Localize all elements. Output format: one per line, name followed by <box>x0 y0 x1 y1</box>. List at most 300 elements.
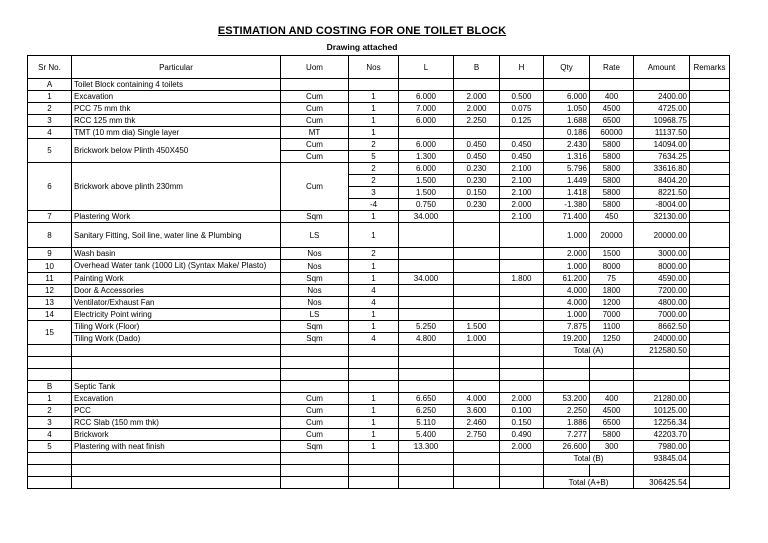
cell-rate: 1100 <box>590 321 634 333</box>
cell-l <box>399 127 454 139</box>
cell-nos: -4 <box>349 199 399 211</box>
cell-nos: 1 <box>349 417 399 429</box>
cell-h: 0.450 <box>500 151 544 163</box>
blank-row <box>28 357 730 369</box>
cell-remarks <box>690 309 730 321</box>
cell-uom: Cum <box>281 91 349 103</box>
cell-l: 5.400 <box>399 429 454 441</box>
cell-remarks <box>690 211 730 223</box>
table-row <box>28 223 730 248</box>
cell-remarks <box>690 321 730 333</box>
cell-sr: 14 <box>28 309 72 321</box>
cell-h: 0.450 <box>500 139 544 151</box>
section-b-header-row <box>28 381 730 393</box>
cell-sr: 3 <box>28 417 72 429</box>
cell-rate: 1500 <box>590 248 634 260</box>
cell-l <box>399 285 454 297</box>
cell-h: 0.075 <box>500 103 544 115</box>
cell-b: 0.450 <box>454 139 500 151</box>
table-row <box>28 127 730 139</box>
cell-uom: MT <box>281 127 349 139</box>
cell-qty: 1.316 <box>544 151 590 163</box>
cell-b: 2.000 <box>454 103 500 115</box>
cell-nos: 1 <box>349 260 399 273</box>
cell-rate: 6500 <box>590 417 634 429</box>
cell-h: 2.100 <box>500 187 544 199</box>
cell-sr: 12 <box>28 285 72 297</box>
cell-amount: 12256.34 <box>634 417 690 429</box>
cell-remarks <box>690 405 730 417</box>
total-b-row <box>28 453 730 465</box>
cell-remarks <box>690 199 730 211</box>
cell-remarks <box>690 151 730 163</box>
cell-b: 2.460 <box>454 417 500 429</box>
cell-nos: 1 <box>349 127 399 139</box>
cell-qty: 26.600 <box>544 441 590 453</box>
sheet-title: ESTIMATION AND COSTING FOR ONE TOILET BLOCK <box>217 25 507 37</box>
cell-sr: 2 <box>28 405 72 417</box>
cell-sr: 5 <box>28 441 72 453</box>
table-row <box>28 103 730 115</box>
header-row <box>28 56 730 79</box>
cell-h <box>500 309 544 321</box>
table-row <box>28 309 730 321</box>
section-sr: A <box>28 79 72 91</box>
cell-remarks <box>690 260 730 273</box>
cell-l: 34.000 <box>399 211 454 223</box>
cell-qty: 71.400 <box>544 211 590 223</box>
cell-amount: 33616.80 <box>634 163 690 175</box>
table-row <box>28 139 730 151</box>
cell-remarks <box>690 441 730 453</box>
cell-particular: Electricity Point wiring <box>72 309 281 321</box>
cell-sr: 10 <box>28 260 72 273</box>
cell-qty: 1.449 <box>544 175 590 187</box>
section-b-rows <box>28 393 730 453</box>
cell-b: 2.000 <box>454 91 500 103</box>
cell-particular: RCC 125 mm thk <box>72 115 281 127</box>
cell-nos: 3 <box>349 187 399 199</box>
cell-l: 0.750 <box>399 199 454 211</box>
cell-remarks <box>690 163 730 175</box>
cell-amount: 11137.50 <box>634 127 690 139</box>
cell-remarks <box>690 285 730 297</box>
cell-b <box>454 211 500 223</box>
cell-qty: 0.186 <box>544 127 590 139</box>
cell-l: 13.300 <box>399 441 454 453</box>
cell-h <box>500 127 544 139</box>
cell-qty: 1.418 <box>544 187 590 199</box>
cell-amount: 8404.20 <box>634 175 690 187</box>
cell-nos: 1 <box>349 429 399 441</box>
cell-sr: 3 <box>28 115 72 127</box>
cell-b: 2.250 <box>454 115 500 127</box>
table-row <box>28 393 730 405</box>
cell-amount: 10968.75 <box>634 115 690 127</box>
cell-l: 4.800 <box>399 333 454 345</box>
cell-b: 2.750 <box>454 429 500 441</box>
col-header: Remarks <box>690 56 730 79</box>
cell-particular: Brickwork below Plinth 450X450 <box>72 139 281 163</box>
cell-qty: 7.875 <box>544 321 590 333</box>
table-row <box>28 260 730 273</box>
section-name: Septic Tank <box>72 381 281 393</box>
cell-qty: 4.000 <box>544 285 590 297</box>
cell-amount: 32130.00 <box>634 211 690 223</box>
total-a-amount: 212580.50 <box>634 345 690 357</box>
cell-uom: Cum <box>281 393 349 405</box>
cell-rate: 5800 <box>590 187 634 199</box>
cell-remarks <box>690 127 730 139</box>
cell-remarks <box>690 417 730 429</box>
cell-sr: 15 <box>28 321 72 345</box>
cell-sr: 11 <box>28 273 72 285</box>
section-sr: B <box>28 381 72 393</box>
cell-qty: 1.000 <box>544 309 590 321</box>
cell-nos: 1 <box>349 393 399 405</box>
cell-b: 3.600 <box>454 405 500 417</box>
cell-b: 1.000 <box>454 333 500 345</box>
col-header: Rate <box>590 56 634 79</box>
cell-qty: 4.000 <box>544 297 590 309</box>
cell-l: 6.000 <box>399 115 454 127</box>
col-header: Nos <box>349 56 399 79</box>
cell-nos: 4 <box>349 297 399 309</box>
cell-l: 5.110 <box>399 417 454 429</box>
cell-nos: 4 <box>349 285 399 297</box>
cell-nos: 2 <box>349 248 399 260</box>
cell-sr: 2 <box>28 103 72 115</box>
cell-uom: Nos <box>281 285 349 297</box>
cell-l: 34.000 <box>399 273 454 285</box>
cell-amount: 2400.00 <box>634 91 690 103</box>
cell-h: 2.100 <box>500 175 544 187</box>
cell-uom: Cum <box>281 417 349 429</box>
cell-nos: 1 <box>349 103 399 115</box>
cell-nos: 1 <box>349 115 399 127</box>
cell-sr: 8 <box>28 223 72 248</box>
cell-rate: 5800 <box>590 175 634 187</box>
cell-b: 0.450 <box>454 151 500 163</box>
section-a-rows <box>28 91 730 345</box>
cell-particular: Brickwork above plinth 230mm <box>72 163 281 211</box>
cell-particular: PCC 75 mm thk <box>72 103 281 115</box>
cell-particular: Sanitary Fitting, Soil line, water line & Plumbing <box>72 223 281 248</box>
cell-particular: Plastering Work <box>72 211 281 223</box>
total-b-amount: 93845.04 <box>634 453 690 465</box>
cell-amount: 4590.00 <box>634 273 690 285</box>
cell-qty: 19.200 <box>544 333 590 345</box>
cell-h: 0.490 <box>500 429 544 441</box>
cell-particular: PCC <box>72 405 281 417</box>
table-row <box>28 211 730 223</box>
cell-b <box>454 127 500 139</box>
cell-rate: 5800 <box>590 429 634 441</box>
cell-remarks <box>690 91 730 103</box>
cell-uom: Cum <box>281 151 349 163</box>
table-row <box>28 321 730 333</box>
cell-rate: 400 <box>590 91 634 103</box>
cell-qty: 6.000 <box>544 91 590 103</box>
cell-rate: 6500 <box>590 115 634 127</box>
cell-l: 6.000 <box>399 139 454 151</box>
cell-l <box>399 309 454 321</box>
cell-amount: 7200.00 <box>634 285 690 297</box>
cell-nos: 1 <box>349 441 399 453</box>
cell-amount: -8004.00 <box>634 199 690 211</box>
total-a-row <box>28 345 730 357</box>
cell-nos: 1 <box>349 321 399 333</box>
cell-remarks <box>690 297 730 309</box>
cell-b <box>454 441 500 453</box>
table-row <box>28 417 730 429</box>
cell-particular: Door & Accessories <box>72 285 281 297</box>
cell-amount: 8000.00 <box>634 260 690 273</box>
cell-particular: Overhead Water tank (1000 Lit) (Syntax Make/ Plasto) <box>72 260 281 273</box>
cell-uom: Cum <box>281 429 349 441</box>
cell-uom: Cum <box>281 139 349 151</box>
cell-remarks <box>690 248 730 260</box>
cell-sr: 7 <box>28 211 72 223</box>
cell-uom: Sqm <box>281 211 349 223</box>
cell-nos: 2 <box>349 163 399 175</box>
cell-l: 1.500 <box>399 175 454 187</box>
cell-nos: 2 <box>349 175 399 187</box>
cell-qty: -1.380 <box>544 199 590 211</box>
cell-uom: LS <box>281 309 349 321</box>
cell-l: 5.250 <box>399 321 454 333</box>
cell-amount: 42203.70 <box>634 429 690 441</box>
table-row <box>28 405 730 417</box>
cell-qty: 2.250 <box>544 405 590 417</box>
table-row <box>28 441 730 453</box>
cell-l <box>399 297 454 309</box>
cell-uom: Nos <box>281 297 349 309</box>
cell-rate: 1250 <box>590 333 634 345</box>
table-row <box>28 163 730 175</box>
cell-particular: RCC Slab (150 mm thk) <box>72 417 281 429</box>
cell-particular: Ventilator/Exhaust Fan <box>72 297 281 309</box>
cell-amount: 8662.50 <box>634 321 690 333</box>
cell-remarks <box>690 103 730 115</box>
cell-l: 1.300 <box>399 151 454 163</box>
table-row <box>28 273 730 285</box>
cell-h: 2.000 <box>500 441 544 453</box>
cell-h: 0.100 <box>500 405 544 417</box>
cell-remarks <box>690 273 730 285</box>
cell-amount: 24000.00 <box>634 333 690 345</box>
cell-amount: 21280.00 <box>634 393 690 405</box>
grand-total-amount: 306425.54 <box>634 477 690 489</box>
table-row <box>28 333 730 345</box>
cell-particular: Brickwork <box>72 429 281 441</box>
cell-sr: 4 <box>28 127 72 139</box>
cell-amount: 4800.00 <box>634 297 690 309</box>
cell-h: 2.100 <box>500 211 544 223</box>
cell-particular: Tiling Work (Floor) <box>72 321 281 333</box>
cell-sr: 13 <box>28 297 72 309</box>
cell-b <box>454 297 500 309</box>
cell-uom: Cum <box>281 405 349 417</box>
cell-remarks <box>690 333 730 345</box>
cell-particular: Wash basin <box>72 248 281 260</box>
section-a-header-row <box>28 79 730 91</box>
cell-h: 2.000 <box>500 393 544 405</box>
table-row <box>28 115 730 127</box>
cell-h <box>500 297 544 309</box>
cell-sr: 1 <box>28 393 72 405</box>
cell-l: 1.500 <box>399 187 454 199</box>
cell-remarks <box>690 223 730 248</box>
cell-particular: Excavation <box>72 393 281 405</box>
cell-nos: 4 <box>349 333 399 345</box>
col-header: Uom <box>281 56 349 79</box>
total-a-label: Total (A) <box>544 345 634 357</box>
cell-rate: 1800 <box>590 285 634 297</box>
cell-sr: 5 <box>28 139 72 163</box>
cell-sr: 6 <box>28 163 72 211</box>
cell-qty: 61.200 <box>544 273 590 285</box>
cell-uom: Sqm <box>281 273 349 285</box>
cell-nos: 1 <box>349 91 399 103</box>
col-header: Particular <box>72 56 281 79</box>
cell-rate: 8000 <box>590 260 634 273</box>
cell-uom: Cum <box>281 115 349 127</box>
cell-h: 0.500 <box>500 91 544 103</box>
cell-remarks <box>690 175 730 187</box>
cell-b: 0.150 <box>454 187 500 199</box>
cell-nos: 1 <box>349 405 399 417</box>
cell-l: 6.250 <box>399 405 454 417</box>
grand-total-row <box>28 477 730 489</box>
cell-qty: 1.688 <box>544 115 590 127</box>
col-header: B <box>454 56 500 79</box>
cell-amount: 7980.00 <box>634 441 690 453</box>
grand-total-label: Total (A+B) <box>544 477 634 489</box>
cell-sr: 9 <box>28 248 72 260</box>
cell-b: 1.500 <box>454 321 500 333</box>
cell-b: 4.000 <box>454 393 500 405</box>
cell-remarks <box>690 187 730 199</box>
cell-b: 0.230 <box>454 163 500 175</box>
cell-qty: 2.430 <box>544 139 590 151</box>
cell-qty: 1.050 <box>544 103 590 115</box>
cell-particular: Plastering with neat finish <box>72 441 281 453</box>
cell-rate: 1200 <box>590 297 634 309</box>
col-header: Amount <box>634 56 690 79</box>
cell-uom: Sqm <box>281 441 349 453</box>
cell-nos: 1 <box>349 211 399 223</box>
cell-rate: 75 <box>590 273 634 285</box>
cell-rate: 20000 <box>590 223 634 248</box>
cell-remarks <box>690 429 730 441</box>
cell-h: 0.125 <box>500 115 544 127</box>
cell-qty: 53.200 <box>544 393 590 405</box>
blank-row <box>28 369 730 381</box>
cell-rate: 5800 <box>590 151 634 163</box>
cell-amount: 7634.25 <box>634 151 690 163</box>
cell-amount: 7000.00 <box>634 309 690 321</box>
cell-qty: 1.886 <box>544 417 590 429</box>
cell-rate: 450 <box>590 211 634 223</box>
cell-h: 0.150 <box>500 417 544 429</box>
cell-remarks <box>690 139 730 151</box>
cell-l: 6.000 <box>399 163 454 175</box>
cell-amount: 10125.00 <box>634 405 690 417</box>
cell-b: 0.230 <box>454 199 500 211</box>
cell-amount: 3000.00 <box>634 248 690 260</box>
cell-uom: Nos <box>281 248 349 260</box>
table-row <box>28 285 730 297</box>
cell-qty: 1.000 <box>544 223 590 248</box>
cell-amount: 8221.50 <box>634 187 690 199</box>
cell-rate: 5800 <box>590 163 634 175</box>
cell-b <box>454 309 500 321</box>
cell-particular: Tiling Work (Dado) <box>72 333 281 345</box>
cell-h: 1.800 <box>500 273 544 285</box>
cell-uom: Nos <box>281 260 349 273</box>
cell-h: 2.100 <box>500 163 544 175</box>
table-row <box>28 91 730 103</box>
cell-qty: 1.000 <box>544 260 590 273</box>
cell-amount: 20000.00 <box>634 223 690 248</box>
cell-b <box>454 273 500 285</box>
cell-sr: 1 <box>28 91 72 103</box>
cell-uom: LS <box>281 223 349 248</box>
cell-b: 0.230 <box>454 175 500 187</box>
sheet-subtitle: Drawing attached <box>326 42 398 52</box>
col-header: H <box>500 56 544 79</box>
cell-sr: 4 <box>28 429 72 441</box>
cell-nos: 2 <box>349 139 399 151</box>
cell-qty: 5.796 <box>544 163 590 175</box>
cell-rate: 7000 <box>590 309 634 321</box>
cell-l: 6.000 <box>399 91 454 103</box>
cell-rate: 400 <box>590 393 634 405</box>
cell-amount: 4725.00 <box>634 103 690 115</box>
cell-remarks <box>690 393 730 405</box>
cell-rate: 60000 <box>590 127 634 139</box>
cell-nos: 1 <box>349 223 399 248</box>
table-row <box>28 297 730 309</box>
cell-remarks <box>690 115 730 127</box>
cell-amount: 14094.00 <box>634 139 690 151</box>
cell-l: 7.000 <box>399 103 454 115</box>
cell-uom: Sqm <box>281 333 349 345</box>
cell-nos: 1 <box>349 309 399 321</box>
col-header: Sr No. <box>28 56 72 79</box>
section-name: Toilet Block containing 4 toilets <box>72 79 281 91</box>
table-row <box>28 429 730 441</box>
cell-b <box>454 285 500 297</box>
cell-h: 2.000 <box>500 199 544 211</box>
cell-nos: 1 <box>349 273 399 285</box>
cell-nos: 5 <box>349 151 399 163</box>
table-row <box>28 248 730 260</box>
cell-uom: Sqm <box>281 321 349 333</box>
cell-uom: Cum <box>281 103 349 115</box>
cell-rate: 4500 <box>590 405 634 417</box>
cell-uom: Cum <box>281 163 349 211</box>
cell-rate: 5800 <box>590 139 634 151</box>
cell-particular: Painting Work <box>72 273 281 285</box>
cell-particular: Excavation <box>72 91 281 103</box>
cell-h <box>500 285 544 297</box>
blank-row <box>28 465 730 477</box>
cell-l: 6.650 <box>399 393 454 405</box>
col-header: L <box>399 56 454 79</box>
cell-rate: 300 <box>590 441 634 453</box>
